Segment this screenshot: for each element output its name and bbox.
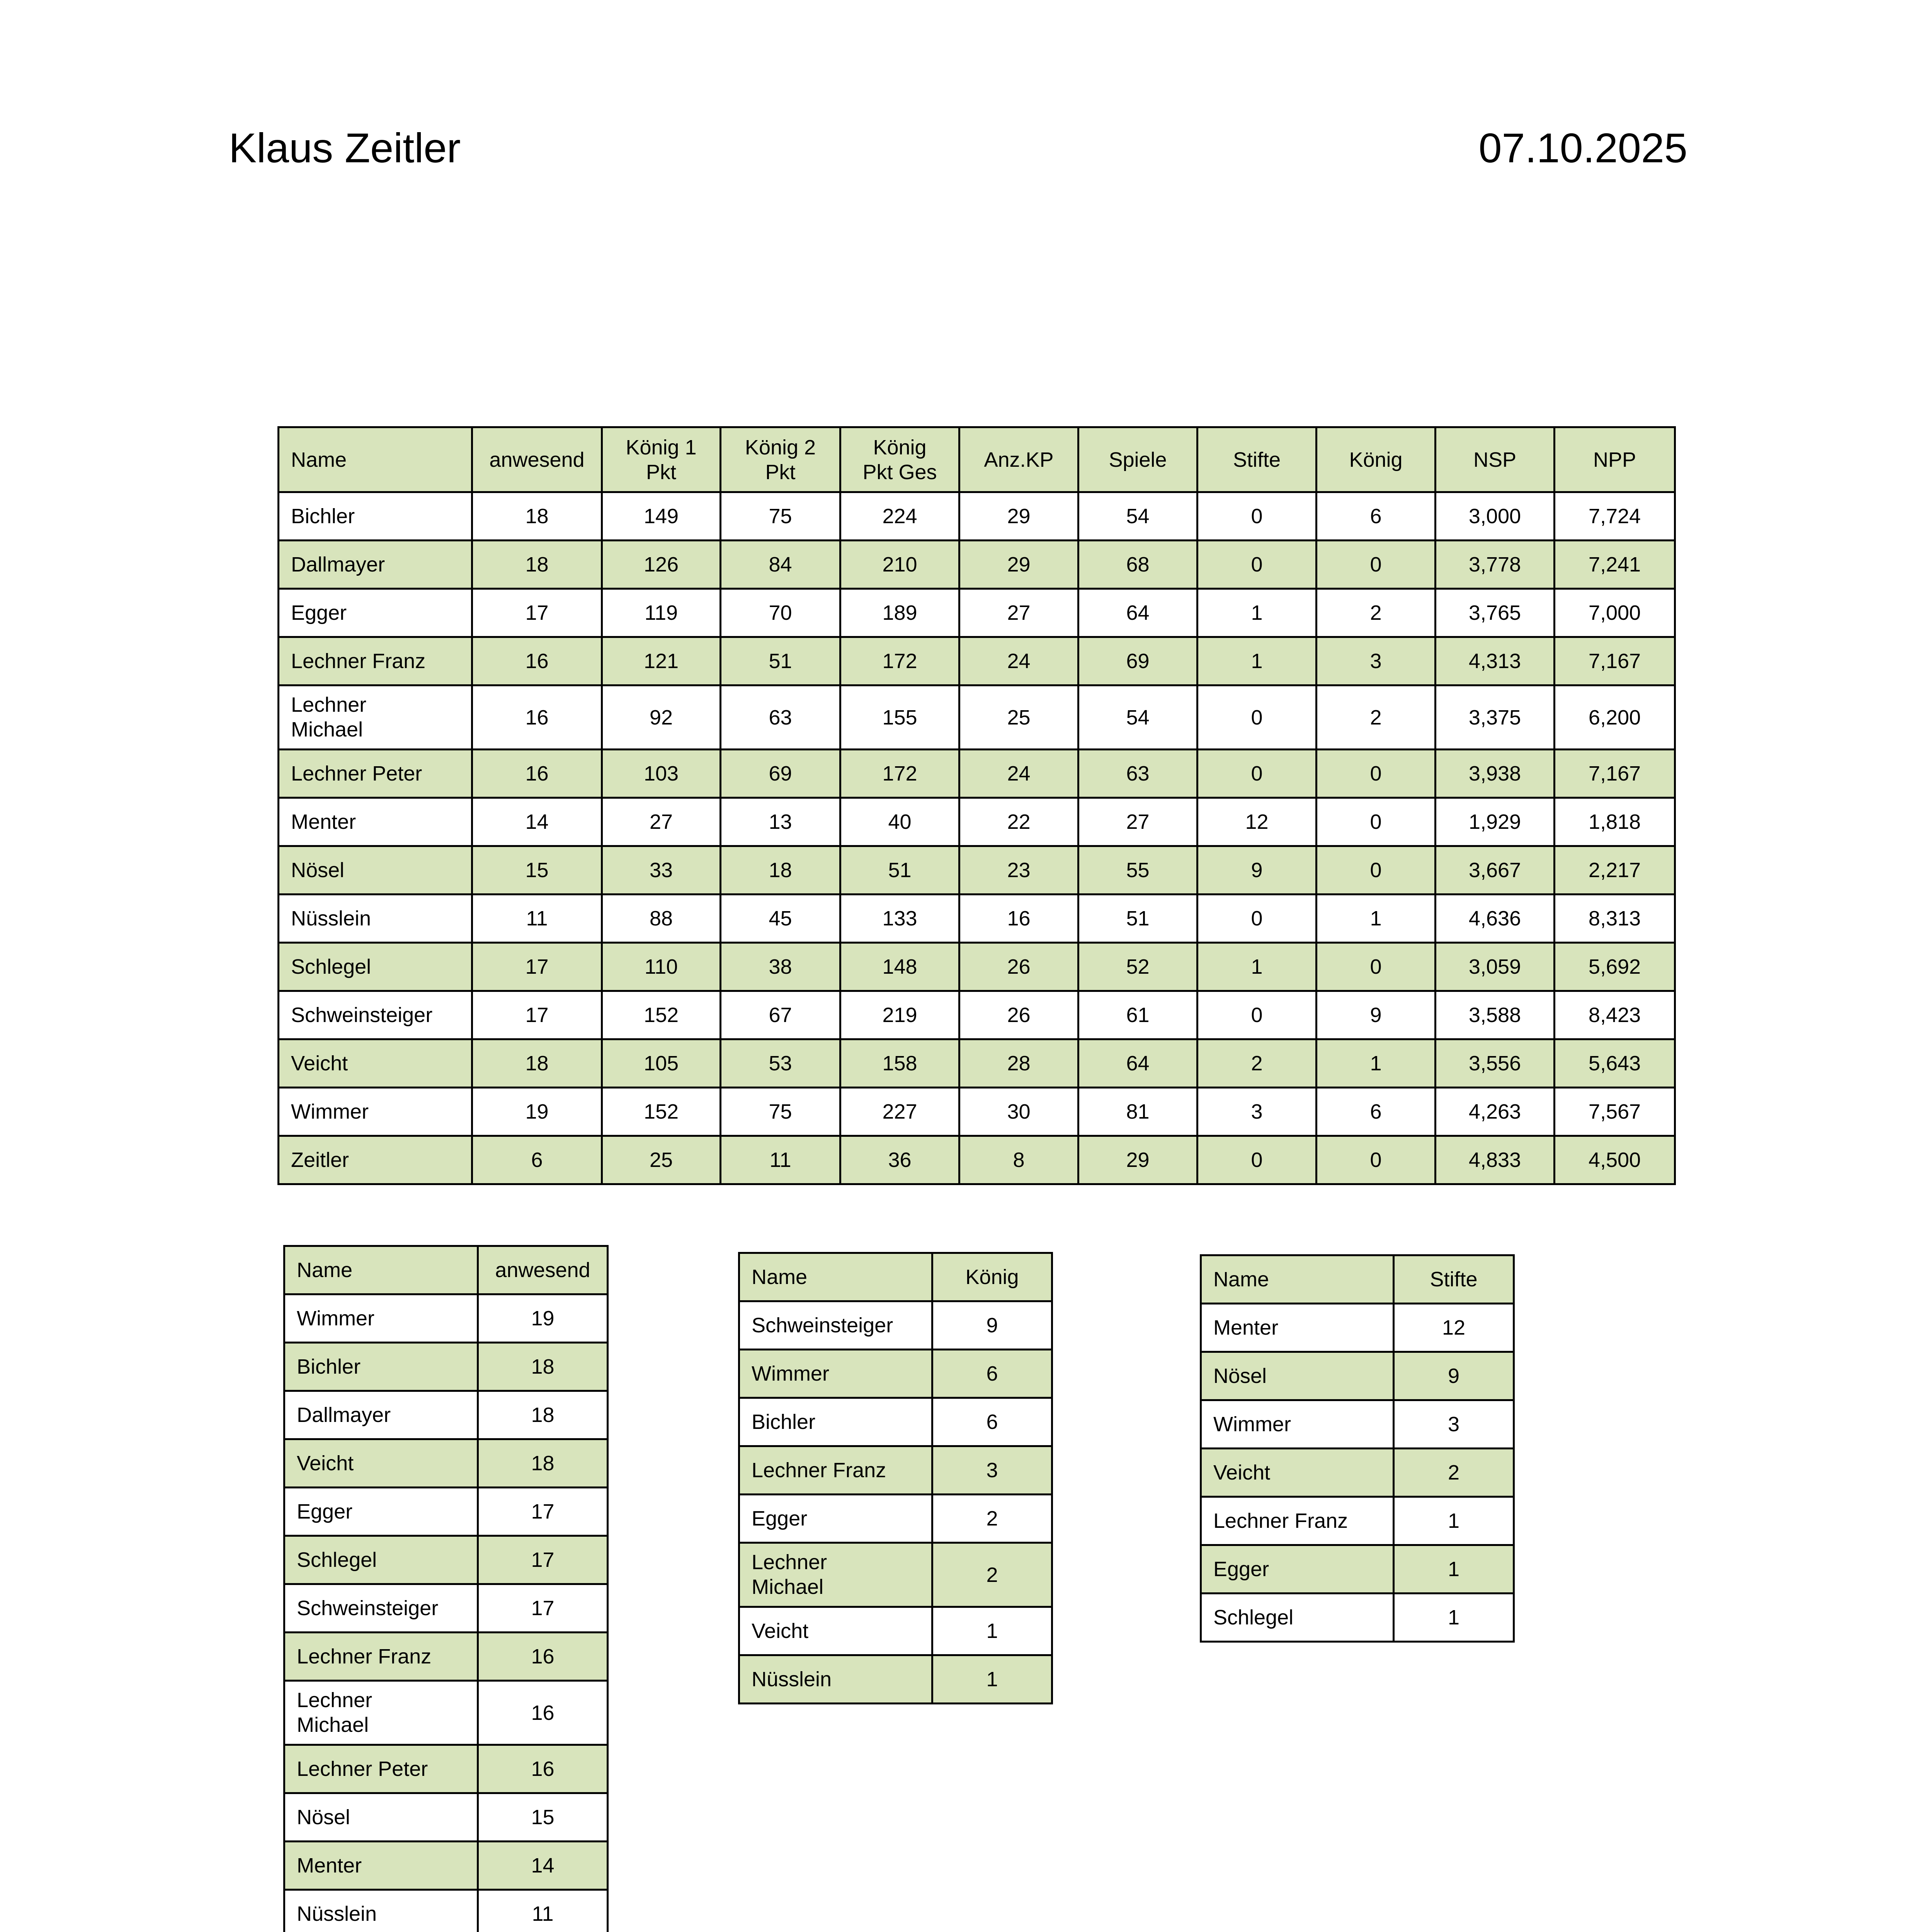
value-cell: 0 [1197,685,1317,750]
value-cell: 155 [840,685,959,750]
table-row [279,492,1675,541]
player-name-cell: Menter [1201,1304,1394,1352]
table-row [279,943,1675,991]
value-cell: 16 [472,750,602,798]
value-cell: 18 [478,1439,608,1488]
value-cell: 54 [1078,685,1197,750]
value-cell: 52 [1078,943,1197,991]
player-name-cell: Lechner Franz [279,637,472,685]
table-row [279,991,1675,1039]
value-cell: 51 [721,637,840,685]
table-row [284,1294,608,1343]
value-cell: 67 [721,991,840,1039]
column-header: König [932,1253,1052,1301]
value-cell: 103 [602,750,721,798]
value-cell: 1 [1394,1545,1514,1594]
value-cell: 1 [1317,1039,1436,1088]
value-cell: 0 [1197,541,1317,589]
table-row [1201,1594,1514,1642]
main-stats-table [277,426,1676,1185]
value-cell: 2 [932,1495,1052,1543]
value-cell: 14 [472,798,602,846]
value-cell: 27 [959,589,1078,637]
value-cell: 3,667 [1436,846,1555,895]
value-cell: 16 [478,1745,608,1793]
value-cell: 69 [721,750,840,798]
value-cell: 7,167 [1555,750,1675,798]
value-cell: 9 [1394,1352,1514,1400]
value-cell: 3 [1317,637,1436,685]
table-row [279,846,1675,895]
value-cell: 0 [1317,943,1436,991]
value-cell: 15 [472,846,602,895]
value-cell: 9 [1197,846,1317,895]
column-header: anwesend [478,1246,608,1294]
value-cell: 7,000 [1555,589,1675,637]
column-header: anwesend [472,427,602,492]
value-cell: 70 [721,589,840,637]
value-cell: 3 [932,1446,1052,1495]
value-cell: 119 [602,589,721,637]
value-cell: 11 [472,895,602,943]
player-name-cell: Lechner Peter [279,750,472,798]
value-cell: 51 [840,846,959,895]
table-row [739,1350,1052,1398]
table-row [739,1398,1052,1446]
player-name-cell: Lechner Peter [284,1745,478,1793]
player-name-cell: Wimmer [279,1088,472,1136]
table-row [279,798,1675,846]
value-cell: 17 [472,589,602,637]
value-cell: 29 [1078,1136,1197,1184]
value-cell: 2 [1317,589,1436,637]
column-header: König 2 Pkt [721,427,840,492]
value-cell: 9 [1317,991,1436,1039]
value-cell: 1 [1317,895,1436,943]
value-cell: 28 [959,1039,1078,1088]
player-name-cell: Lechner Franz [1201,1497,1394,1545]
table-row [739,1301,1052,1350]
value-cell: 54 [1078,492,1197,541]
table-row [284,1890,608,1932]
player-name-cell: Nüsslein [739,1655,932,1704]
player-name-cell [279,685,472,750]
column-header: Name [1201,1255,1394,1304]
value-cell: 1 [1197,637,1317,685]
value-cell: 148 [840,943,959,991]
presence-ranking-table [283,1245,609,1932]
value-cell: 8,313 [1555,895,1675,943]
value-cell: 2 [1197,1039,1317,1088]
value-cell: 17 [478,1584,608,1633]
value-cell: 33 [602,846,721,895]
player-name-cell: Bichler [279,492,472,541]
table-row [739,1495,1052,1543]
value-cell: 61 [1078,991,1197,1039]
value-cell: 0 [1197,492,1317,541]
king-ranking-table [738,1252,1053,1704]
value-cell: 3,938 [1436,750,1555,798]
value-cell: 2 [1394,1449,1514,1497]
table-row [1201,1497,1514,1545]
value-cell: 158 [840,1039,959,1088]
value-cell: 29 [959,541,1078,589]
player-name-cell: Schlegel [284,1536,478,1584]
value-cell: 0 [1197,750,1317,798]
value-cell: 3,059 [1436,943,1555,991]
value-cell: 92 [602,685,721,750]
value-cell: 0 [1317,798,1436,846]
value-cell: 224 [840,492,959,541]
value-cell: 219 [840,991,959,1039]
value-cell: 18 [478,1391,608,1439]
value-cell: 3,375 [1436,685,1555,750]
value-cell: 6 [932,1398,1052,1446]
column-header: König 1 Pkt [602,427,721,492]
table-row [284,1439,608,1488]
column-header: Name [279,427,472,492]
value-cell: 1 [1197,943,1317,991]
value-cell: 7,724 [1555,492,1675,541]
value-cell: 0 [1317,1136,1436,1184]
value-cell: 75 [721,1088,840,1136]
value-cell: 1 [932,1607,1052,1655]
value-cell: 16 [472,685,602,750]
value-cell: 0 [1317,846,1436,895]
value-cell: 17 [472,991,602,1039]
table-row [1201,1304,1514,1352]
value-cell: 3,000 [1436,492,1555,541]
value-cell: 7,167 [1555,637,1675,685]
table-row [284,1681,608,1745]
table-row [284,1745,608,1793]
value-cell: 17 [478,1536,608,1584]
value-cell: 121 [602,637,721,685]
value-cell: 0 [1197,895,1317,943]
player-name-cell: Lechner Franz [739,1446,932,1495]
value-cell: 84 [721,541,840,589]
value-cell: 26 [959,991,1078,1039]
player-name-cell: Nösel [284,1793,478,1842]
value-cell: 6,200 [1555,685,1675,750]
table-row [279,589,1675,637]
player-name-cell: Zeitler [279,1136,472,1184]
table-row [279,750,1675,798]
value-cell: 5,692 [1555,943,1675,991]
value-cell: 51 [1078,895,1197,943]
column-header: Name [284,1246,478,1294]
column-header: Anz.KP [959,427,1078,492]
value-cell: 16 [478,1681,608,1745]
value-cell: 63 [1078,750,1197,798]
table-row [279,637,1675,685]
table-row [279,895,1675,943]
player-name-cell: Menter [284,1842,478,1890]
value-cell: 26 [959,943,1078,991]
player-name-cell: Bichler [284,1343,478,1391]
value-cell: 18 [478,1343,608,1391]
value-cell: 24 [959,637,1078,685]
header-date: 07.10.2025 [1478,124,1687,171]
value-cell: 17 [472,943,602,991]
value-cell: 133 [840,895,959,943]
value-cell: 4,636 [1436,895,1555,943]
table-row [284,1633,608,1681]
value-cell: 1 [932,1655,1052,1704]
value-cell: 1 [1394,1594,1514,1642]
player-name-text: Lechner Michael [297,1689,373,1736]
column-header: Spiele [1078,427,1197,492]
value-cell: 172 [840,750,959,798]
value-cell: 25 [602,1136,721,1184]
value-cell: 64 [1078,1039,1197,1088]
value-cell: 0 [1197,991,1317,1039]
player-name-cell: Wimmer [284,1294,478,1343]
value-cell: 40 [840,798,959,846]
player-name-cell: Schlegel [279,943,472,991]
column-header: Stifte [1197,427,1317,492]
player-name-cell: Schweinsteiger [739,1301,932,1350]
column-header: NPP [1555,427,1675,492]
table-row [1201,1352,1514,1400]
table-row [284,1842,608,1890]
table-row [279,1039,1675,1088]
player-name-cell [739,1543,932,1607]
value-cell: 16 [959,895,1078,943]
table-header-row [739,1253,1052,1301]
table-header-row [1201,1255,1514,1304]
value-cell: 7,241 [1555,541,1675,589]
value-cell: 3,778 [1436,541,1555,589]
value-cell: 126 [602,541,721,589]
value-cell: 6 [472,1136,602,1184]
player-name-cell: Menter [279,798,472,846]
player-name-cell: Veicht [739,1607,932,1655]
table-row [279,1136,1675,1184]
column-header: NSP [1436,427,1555,492]
value-cell: 152 [602,991,721,1039]
value-cell: 7,567 [1555,1088,1675,1136]
value-cell: 27 [1078,798,1197,846]
value-cell: 3,588 [1436,991,1555,1039]
player-name-cell: Nösel [1201,1352,1394,1400]
value-cell: 24 [959,750,1078,798]
value-cell: 36 [840,1136,959,1184]
value-cell: 38 [721,943,840,991]
value-cell: 81 [1078,1088,1197,1136]
value-cell: 110 [602,943,721,991]
player-name-cell: Dallmayer [284,1391,478,1439]
pins-ranking-table [1200,1254,1515,1643]
value-cell: 6 [932,1350,1052,1398]
value-cell: 68 [1078,541,1197,589]
value-cell: 2 [1317,685,1436,750]
table-row [279,541,1675,589]
value-cell: 11 [721,1136,840,1184]
value-cell: 16 [472,637,602,685]
value-cell: 12 [1394,1304,1514,1352]
table-row [739,1543,1052,1607]
player-name-cell: Lechner Franz [284,1633,478,1681]
player-name-cell: Schweinsteiger [279,991,472,1039]
player-name-cell: Nösel [279,846,472,895]
value-cell: 64 [1078,589,1197,637]
value-cell: 6 [1317,1088,1436,1136]
value-cell: 3,765 [1436,589,1555,637]
value-cell: 55 [1078,846,1197,895]
table-row [1201,1449,1514,1497]
value-cell: 13 [721,798,840,846]
table-row [739,1446,1052,1495]
value-cell: 0 [1317,750,1436,798]
value-cell: 4,833 [1436,1136,1555,1184]
value-cell: 1,818 [1555,798,1675,846]
header-author: Klaus Zeitler [229,124,461,171]
value-cell: 2 [932,1543,1052,1607]
table-row [284,1536,608,1584]
value-cell: 1 [1394,1497,1514,1545]
value-cell: 18 [472,492,602,541]
value-cell: 69 [1078,637,1197,685]
value-cell: 11 [478,1890,608,1932]
value-cell: 3,556 [1436,1039,1555,1088]
value-cell: 45 [721,895,840,943]
value-cell: 18 [721,846,840,895]
value-cell: 75 [721,492,840,541]
value-cell: 18 [472,541,602,589]
player-name-cell: Nüsslein [279,895,472,943]
table-row [1201,1545,1514,1594]
value-cell: 12 [1197,798,1317,846]
player-name-cell: Egger [1201,1545,1394,1594]
value-cell: 1 [1197,589,1317,637]
value-cell: 0 [1317,541,1436,589]
column-header: Stifte [1394,1255,1514,1304]
table-row [284,1391,608,1439]
value-cell: 63 [721,685,840,750]
value-cell: 3 [1394,1400,1514,1449]
player-name-cell [284,1681,478,1745]
table-row [284,1488,608,1536]
value-cell: 17 [478,1488,608,1536]
table-row [284,1343,608,1391]
value-cell: 9 [932,1301,1052,1350]
value-cell: 29 [959,492,1078,541]
table-row [284,1793,608,1842]
player-name-cell: Veicht [1201,1449,1394,1497]
value-cell: 8 [959,1136,1078,1184]
player-name-cell: Veicht [284,1439,478,1488]
table-header-row [279,427,1675,492]
player-name-cell: Egger [739,1495,932,1543]
value-cell: 152 [602,1088,721,1136]
value-cell: 19 [472,1088,602,1136]
table-row [739,1655,1052,1704]
value-cell: 18 [472,1039,602,1088]
value-cell: 14 [478,1842,608,1890]
column-header: König Pkt Ges [840,427,959,492]
value-cell: 25 [959,685,1078,750]
player-name-cell: Wimmer [739,1350,932,1398]
value-cell: 15 [478,1793,608,1842]
table-header-row [284,1246,608,1294]
table-row [1201,1400,1514,1449]
value-cell: 16 [478,1633,608,1681]
value-cell: 227 [840,1088,959,1136]
value-cell: 210 [840,541,959,589]
value-cell: 2,217 [1555,846,1675,895]
value-cell: 0 [1197,1136,1317,1184]
player-name-cell: Nüsslein [284,1890,478,1932]
value-cell: 172 [840,637,959,685]
column-header: König [1317,427,1436,492]
player-name-text: Lechner Michael [291,693,367,741]
value-cell: 22 [959,798,1078,846]
player-name-cell: Wimmer [1201,1400,1394,1449]
value-cell: 8,423 [1555,991,1675,1039]
value-cell: 30 [959,1088,1078,1136]
player-name-cell: Dallmayer [279,541,472,589]
value-cell: 4,313 [1436,637,1555,685]
value-cell: 4,263 [1436,1088,1555,1136]
table-row [279,1088,1675,1136]
player-name-cell: Egger [284,1488,478,1536]
column-header: Name [739,1253,932,1301]
table-row [739,1607,1052,1655]
player-name-text: Lechner Michael [752,1551,827,1599]
player-name-cell: Egger [279,589,472,637]
value-cell: 19 [478,1294,608,1343]
value-cell: 149 [602,492,721,541]
value-cell: 27 [602,798,721,846]
player-name-cell: Veicht [279,1039,472,1088]
value-cell: 105 [602,1039,721,1088]
player-name-cell: Schweinsteiger [284,1584,478,1633]
value-cell: 88 [602,895,721,943]
player-name-cell: Schlegel [1201,1594,1394,1642]
value-cell: 6 [1317,492,1436,541]
value-cell: 1,929 [1436,798,1555,846]
value-cell: 23 [959,846,1078,895]
table-row [279,685,1675,750]
player-name-cell: Bichler [739,1398,932,1446]
table-row [284,1584,608,1633]
value-cell: 5,643 [1555,1039,1675,1088]
value-cell: 4,500 [1555,1136,1675,1184]
value-cell: 3 [1197,1088,1317,1136]
value-cell: 53 [721,1039,840,1088]
value-cell: 189 [840,589,959,637]
